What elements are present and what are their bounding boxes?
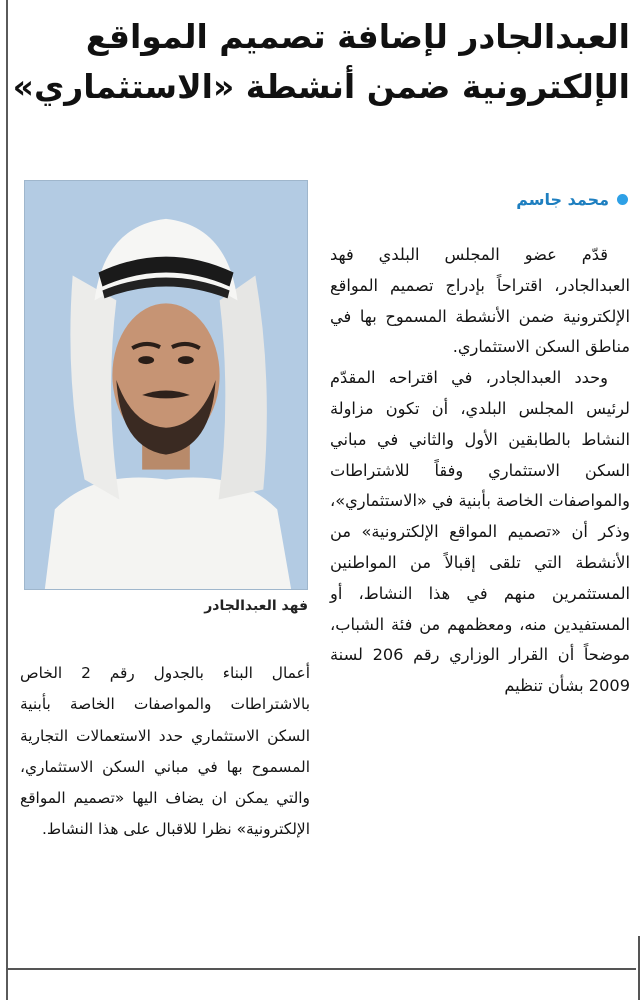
author-byline [328,190,628,209]
article-paragraph-1: قدّم عضو المجلس البلدي فهد العبدالجادر، اقتراحاً بإدراج تصميم المواقع الإلكترونية ضمن الأنشطة المسموح بها في مناطق السكن الاستثماري. [330,245,630,357]
article-headline [12,12,630,112]
portrait-illustration [25,181,307,589]
bullet-icon [617,194,628,205]
page-left-rule [6,0,8,1000]
article-column-right [330,240,630,702]
page-bottom-rule [6,968,636,970]
headline-line-1: العبدالجادر لإضافة تصميم المواقع [85,17,630,56]
photo-caption: فهد العبدالجادر [204,598,308,614]
article-column-left [20,658,310,846]
article-paragraph-2: وحدد العبدالجادر، في اقتراحه المقدّم لرئيس المجلس البلدي، أن تكون مزاولة النشاط بالطابقين الأول والثاني في مباني السكن الاستثماري وفقاً للاشتراطات والمواصفات الخاصة بأبنية في «الاستثماري»، وذكر أن «تصميم المواقع الإلكترونية» من الأنشطة التي تلقى إقبالاً من المواطنين المستثمرين منهم في هذا النشاط، أو المستفيدين منه، ومعظمهم من فئة الشباب، موضحاً أن القرار الوزاري رقم 206 لسنة 2009 بشأن تنظيم [330,368,630,696]
page-right-rule [638,936,640,1000]
author-name: محمد جاسم [516,190,609,209]
article-paragraph-3: أعمال البناء بالجدول رقم 2 الخاص بالاشتراطات والمواصفات الخاصة بأبنية السكن الاستثماري حدد الاستعمالات التجارية المسموح بها في مباني السكن الاستثماري، والتي يمكن ان يضاف اليها «تصميم المواقع الإلكترونية» نظرا للاقبال على هذا النشاط. [20,664,310,839]
author-photo [24,180,308,590]
headline-line-2: الإلكترونية ضمن أنشطة «الاستثماري» [12,67,630,106]
